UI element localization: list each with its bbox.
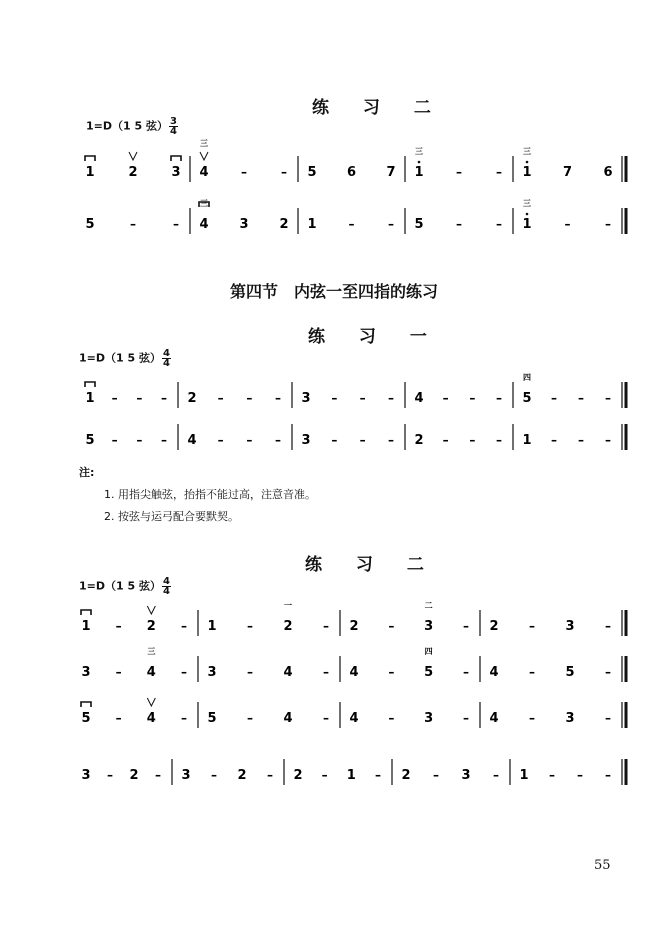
finger-number: 三 — [147, 647, 156, 656]
down-bow-icon — [81, 702, 91, 707]
dash-sustain: – — [496, 165, 502, 179]
dash-sustain: – — [605, 768, 611, 782]
dash-sustain: – — [323, 665, 329, 679]
dash-sustain: – — [115, 619, 122, 633]
high-octave-dot — [526, 161, 529, 164]
jianpu-note: 3 — [424, 619, 434, 634]
up-bow-icon — [129, 152, 137, 160]
dash-sustain: – — [496, 217, 502, 231]
jianpu-note: 4 — [187, 433, 197, 448]
dash-sustain: – — [115, 711, 122, 725]
dash-sustain: – — [496, 433, 502, 447]
dash-sustain: – — [375, 768, 381, 782]
finger-number: 三 — [200, 199, 208, 208]
dash-sustain: – — [564, 217, 571, 231]
dash-sustain: – — [331, 433, 338, 447]
jianpu-note: 3 — [81, 768, 91, 783]
jianpu-note: 3 — [239, 217, 249, 232]
finger-number: 三 — [200, 139, 208, 148]
time-signature: $\frac{4}{4}$ — [162, 576, 170, 597]
dash-sustain: – — [155, 768, 161, 782]
dash-sustain: – — [275, 391, 281, 405]
dash-sustain: – — [173, 217, 179, 231]
dash-sustain: – — [181, 711, 187, 725]
jianpu-note: 1 — [207, 619, 217, 634]
down-bow-icon — [85, 156, 95, 161]
up-bow-icon — [200, 152, 208, 160]
jianpu-note: 5 — [207, 711, 217, 726]
jianpu-note: 4 — [349, 665, 359, 680]
jianpu-note: 3 — [207, 665, 217, 680]
jianpu-note: 4 — [146, 711, 156, 726]
key-signature: 1=D（1 5 弦） — [86, 119, 168, 133]
jianpu-note: 2 — [237, 768, 247, 783]
dash-sustain: – — [529, 619, 535, 633]
dash-sustain: – — [578, 433, 584, 447]
jianpu-note: 1 — [307, 217, 317, 232]
dash-sustain: – — [247, 665, 253, 679]
up-bow-icon — [147, 698, 155, 706]
dash-sustain: – — [529, 711, 535, 725]
dash-sustain: – — [388, 391, 394, 405]
section-title: 第四节 内弦一至四指的练习 — [230, 282, 439, 301]
time-signature: $\frac{3}{4}$ — [169, 116, 177, 137]
dash-sustain: – — [578, 391, 584, 405]
dash-sustain: – — [388, 665, 395, 679]
dash-sustain: – — [181, 665, 187, 679]
jianpu-note: 2 — [489, 619, 499, 634]
dash-sustain: – — [275, 433, 281, 447]
finger-number: 三 — [523, 147, 531, 156]
dash-sustain: – — [130, 217, 136, 231]
dash-sustain: – — [529, 665, 535, 679]
jianpu-note: 1 — [414, 165, 424, 180]
dash-sustain: – — [331, 391, 338, 405]
dash-sustain: – — [456, 165, 462, 179]
key-signature: 1=D（1 5 弦） — [79, 579, 161, 593]
dash-sustain: – — [111, 391, 118, 405]
dash-sustain: – — [247, 711, 253, 725]
jianpu-note: 3 — [301, 391, 311, 406]
dash-sustain: – — [605, 619, 611, 633]
exercise-c-title: 练 习 二 — [305, 555, 438, 575]
jianpu-note: 5 — [424, 665, 434, 680]
jianpu-note: 3 — [424, 711, 434, 726]
jianpu-note: 5 — [85, 433, 95, 448]
jianpu-note: 1 — [522, 217, 532, 232]
high-octave-dot — [418, 161, 421, 164]
dash-sustain: – — [359, 433, 366, 447]
jianpu-note: 2 — [283, 619, 293, 634]
jianpu-note: 1 — [81, 619, 91, 634]
finger-number: 一 — [284, 601, 292, 610]
jianpu-note: 2 — [401, 768, 411, 783]
jianpu-note: 3 — [301, 433, 311, 448]
dash-sustain: – — [246, 391, 253, 405]
notes-label: 注: — [79, 466, 95, 479]
dash-sustain: – — [321, 768, 328, 782]
jianpu-note: 4 — [199, 217, 209, 232]
exercise-b-title: 练 习 一 — [308, 327, 441, 347]
jianpu-note: 1 — [85, 165, 95, 180]
dash-sustain: – — [323, 711, 329, 725]
jianpu-note: 7 — [562, 165, 573, 180]
dash-sustain: – — [549, 768, 555, 782]
jianpu-note: 2 — [414, 433, 424, 448]
finger-number: 三 — [523, 199, 531, 208]
dash-sustain: – — [551, 391, 557, 405]
up-bow-icon — [147, 606, 155, 614]
jianpu-note: 5 — [565, 665, 575, 680]
dash-sustain: – — [469, 433, 476, 447]
dash-sustain: – — [388, 433, 394, 447]
dash-sustain: – — [433, 768, 439, 782]
jianpu-note: 2 — [349, 619, 359, 634]
jianpu-note: 5 — [85, 217, 95, 232]
jianpu-note: 5 — [522, 391, 532, 406]
dash-sustain: – — [388, 217, 394, 231]
dash-sustain: – — [605, 665, 611, 679]
dash-sustain: – — [111, 433, 118, 447]
dash-sustain: – — [463, 665, 469, 679]
finger-number: 四 — [523, 373, 531, 382]
finger-number: 二 — [424, 601, 433, 610]
jianpu-note: 2 — [146, 619, 156, 634]
jianpu-note: 4 — [283, 711, 293, 726]
dash-sustain: – — [442, 391, 449, 405]
dash-sustain: – — [217, 433, 224, 447]
dash-sustain: – — [493, 768, 499, 782]
dash-sustain: – — [605, 711, 611, 725]
jianpu-note: 1 — [522, 433, 532, 448]
jianpu-note: 2 — [293, 768, 303, 783]
dash-sustain: – — [551, 433, 557, 447]
key-signature: 1=D（1 5 弦） — [79, 351, 161, 365]
high-octave-dot — [526, 213, 529, 216]
dash-sustain: – — [496, 391, 502, 405]
dash-sustain: – — [217, 391, 224, 405]
jianpu-note: 5 — [414, 217, 424, 232]
jianpu-note: 6 — [603, 165, 613, 180]
jianpu-note: 2 — [128, 165, 138, 180]
dash-sustain: – — [605, 391, 611, 405]
dash-sustain: – — [605, 217, 611, 231]
jianpu-note: 3 — [461, 768, 471, 783]
jianpu-note: 4 — [489, 711, 499, 726]
jianpu-note: 3 — [565, 619, 575, 634]
jianpu-note: 2 — [187, 391, 197, 406]
jianpu-note: 7 — [386, 165, 396, 180]
dash-sustain: – — [469, 391, 476, 405]
jianpu-note: 4 — [414, 391, 424, 406]
dash-sustain: – — [323, 619, 329, 633]
dash-sustain: – — [107, 768, 113, 782]
jianpu-note: 4 — [489, 665, 499, 680]
dash-sustain: – — [388, 619, 395, 633]
jianpu-note: 4 — [146, 665, 156, 680]
finger-number: 三 — [415, 147, 423, 156]
dash-sustain: – — [605, 433, 611, 447]
dash-sustain: – — [181, 619, 187, 633]
dash-sustain: – — [136, 433, 143, 447]
dash-sustain: – — [348, 217, 355, 231]
dash-sustain: – — [161, 391, 167, 405]
dash-sustain: – — [267, 768, 273, 782]
dash-sustain: – — [577, 768, 583, 782]
jianpu-note: 4 — [349, 711, 359, 726]
dash-sustain: – — [241, 165, 247, 179]
dash-sustain: – — [161, 433, 167, 447]
dash-sustain: – — [211, 768, 217, 782]
time-signature: $\frac{4}{4}$ — [162, 348, 170, 369]
jianpu-note: 1 — [346, 768, 356, 783]
dash-sustain: – — [442, 433, 449, 447]
note-item-1: 1. 用指尖触弦，抬指不能过高，注意音准。 — [104, 488, 316, 501]
jianpu-note: 6 — [346, 165, 357, 180]
jianpu-note: 2 — [129, 768, 139, 783]
jianpu-note: 1 — [519, 768, 529, 783]
down-bow-icon — [85, 382, 95, 387]
dash-sustain: – — [463, 711, 469, 725]
dash-sustain: – — [246, 433, 253, 447]
page-number: 55 — [594, 858, 611, 873]
dash-sustain: – — [281, 165, 287, 179]
down-bow-icon — [171, 156, 181, 161]
dash-sustain: – — [115, 665, 122, 679]
dash-sustain: – — [463, 619, 469, 633]
finger-number: 四 — [424, 647, 433, 656]
dash-sustain: – — [247, 619, 253, 633]
jianpu-note: 1 — [522, 165, 532, 180]
jianpu-note: 5 — [307, 165, 317, 180]
dash-sustain: – — [456, 217, 462, 231]
jianpu-note: 4 — [199, 165, 209, 180]
jianpu-note: 3 — [565, 711, 575, 726]
down-bow-icon — [81, 610, 91, 615]
exercise-a-title: 练 习 二 — [312, 98, 445, 118]
jianpu-note: 4 — [283, 665, 293, 680]
dash-sustain: – — [388, 711, 395, 725]
jianpu-note: 3 — [81, 665, 91, 680]
dash-sustain: – — [136, 391, 143, 405]
dash-sustain: – — [359, 391, 366, 405]
jianpu-note: 5 — [81, 711, 91, 726]
jianpu-note: 1 — [85, 391, 95, 406]
note-item-2: 2. 按弦与运弓配合要默契。 — [104, 510, 239, 523]
jianpu-note: 2 — [279, 217, 289, 232]
jianpu-note: 3 — [181, 768, 191, 783]
jianpu-note: 3 — [171, 165, 181, 180]
